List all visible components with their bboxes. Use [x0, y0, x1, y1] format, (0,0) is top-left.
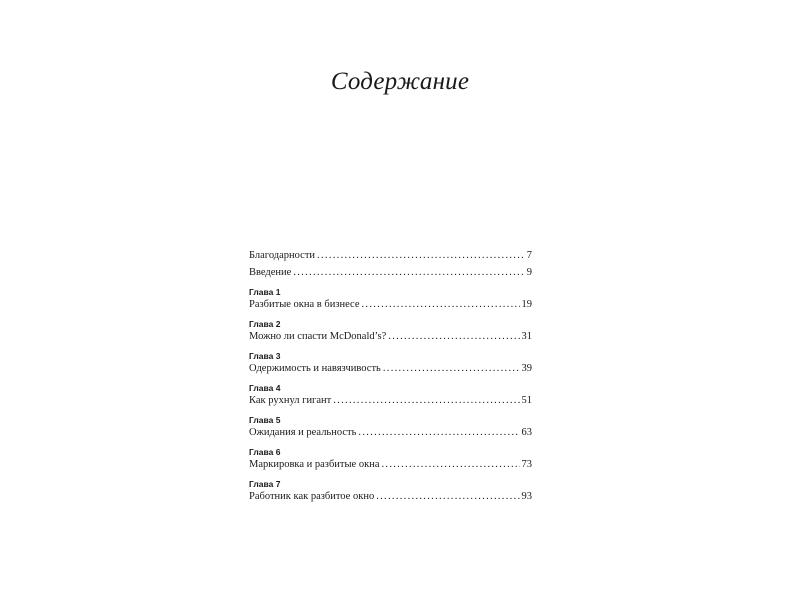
dot-leader — [333, 394, 519, 408]
toc-entry-title: Работник как разбитое окно — [249, 491, 375, 502]
toc-entry-page: 51 — [521, 395, 532, 406]
toc-entry-page: 73 — [521, 459, 532, 470]
toc-entry — [249, 362, 532, 376]
toc-entry-title: Как рухнул гигант — [249, 395, 332, 406]
toc-entry-page: 31 — [521, 331, 532, 342]
toc-chapter-1 — [249, 286, 532, 312]
toc-entry-page: 9 — [526, 267, 532, 278]
toc-entry — [249, 490, 532, 504]
toc-entry-page: 19 — [521, 299, 532, 310]
chapter-label: Глава 2 — [249, 319, 281, 329]
dot-leader — [383, 362, 520, 376]
toc-entry-title: Можно ли спасти McDonald’s? — [249, 331, 387, 342]
toc-entry — [249, 330, 532, 344]
chapter-label: Глава 6 — [249, 447, 281, 457]
dot-leader — [388, 330, 519, 344]
dot-leader — [317, 249, 525, 263]
toc-entry-title: Маркировка и разбитые окна — [249, 459, 380, 470]
toc-chapter-3 — [249, 350, 532, 376]
dot-leader — [381, 458, 519, 472]
chapter-label: Глава 1 — [249, 287, 281, 297]
toc-entry-page: 63 — [521, 427, 532, 438]
toc-entry-page: 39 — [521, 363, 532, 374]
toc-chapter-7 — [249, 478, 532, 504]
toc-entry — [249, 426, 532, 440]
toc-entry-title: Одержимость и навязчивость — [249, 363, 381, 374]
toc-entry-title: Благодарности — [249, 250, 316, 261]
toc-entry — [249, 458, 532, 472]
chapter-label: Глава 7 — [249, 479, 281, 489]
toc-entry — [249, 298, 532, 312]
page-title: Содержание — [330, 68, 470, 95]
dot-leader — [376, 490, 519, 504]
toc-entry-acknowledgements — [249, 249, 532, 263]
chapter-label: Глава 3 — [249, 351, 281, 361]
toc-entry-title: Ожидания и реальность — [249, 427, 357, 438]
toc-entry-title: Введение — [249, 267, 292, 278]
toc-chapter-4 — [249, 382, 532, 408]
chapter-label: Глава 5 — [249, 415, 281, 425]
toc-entry-page: 7 — [526, 250, 532, 261]
dot-leader — [293, 266, 524, 280]
dot-leader — [358, 426, 519, 440]
toc-entry — [249, 394, 532, 408]
table-of-contents — [249, 249, 532, 504]
toc-entry-page: 93 — [521, 491, 532, 502]
toc-chapter-2 — [249, 318, 532, 344]
chapter-label: Глава 4 — [249, 383, 281, 393]
toc-entry-title: Разбитые окна в бизнесе — [249, 299, 360, 310]
dot-leader — [361, 298, 519, 312]
toc-chapter-6 — [249, 446, 532, 472]
toc-chapter-5 — [249, 414, 532, 440]
toc-entry-introduction — [249, 266, 532, 280]
